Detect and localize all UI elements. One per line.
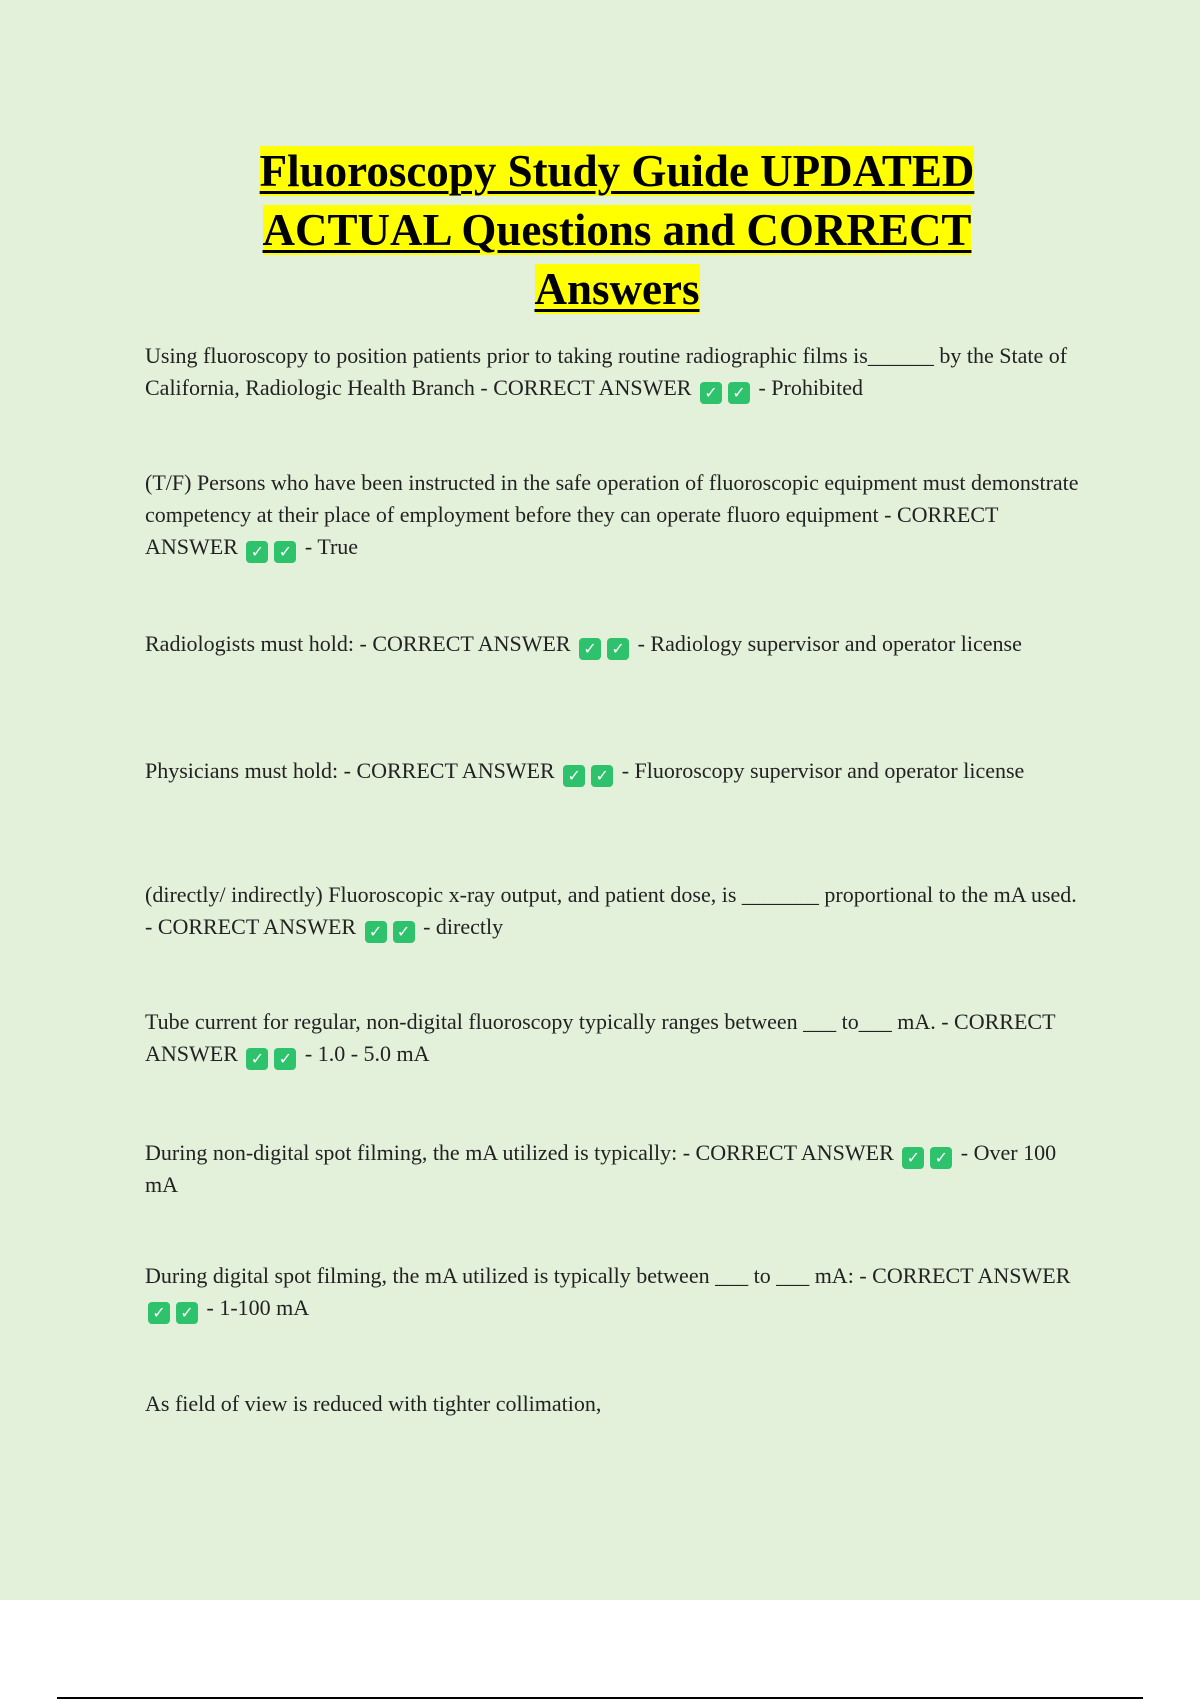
correct-answer-label: - CORRECT ANSWER	[859, 1263, 1071, 1288]
question-text: Physicians must hold:	[145, 758, 339, 783]
qa-item-4	[145, 755, 1085, 787]
check-mark-icon: ✓	[700, 382, 722, 404]
check-mark-icon: ✓	[176, 1302, 198, 1324]
answer-text: - True	[304, 534, 359, 559]
qa-item-8	[145, 1260, 1085, 1324]
question-text: (directly/ indirectly) Fluoroscopic x-ray output, and patient dose, is _______ proportional to the mA used.	[145, 882, 1077, 907]
answer-text: - Prohibited	[758, 375, 863, 400]
answer-text: - Over 100 mA	[145, 1140, 1057, 1197]
correct-answer-label: - CORRECT ANSWER	[343, 758, 555, 783]
qa-item-5	[145, 879, 1085, 943]
document-title	[200, 142, 1034, 319]
qa-item-7	[145, 1137, 1085, 1201]
check-mark-icon: ✓	[274, 1048, 296, 1070]
question-text: Using fluoroscopy to position patients prior to taking routine radiographic films is______ by the State of California, Radiologic Health Branch	[145, 343, 1068, 400]
correct-answer-label: - CORRECT ANSWER	[480, 375, 692, 400]
qa-item-1	[145, 340, 1085, 404]
trailing-text: As field of view is reduced with tighter collimation,	[145, 1391, 602, 1416]
check-mark-icon: ✓	[365, 921, 387, 943]
correct-answer-label: - CORRECT ANSWER	[359, 631, 571, 656]
check-mark-icon: ✓	[563, 765, 585, 787]
correct-answer-label: - CORRECT ANSWER	[145, 502, 999, 559]
check-mark-icon: ✓	[728, 382, 750, 404]
check-mark-icon: ✓	[902, 1147, 924, 1169]
check-mark-icon: ✓	[274, 541, 296, 563]
qa-item-6	[145, 1006, 1085, 1070]
check-mark-icon: ✓	[607, 638, 629, 660]
qa-item-3	[145, 628, 1085, 660]
answer-text: - 1.0 - 5.0 mA	[304, 1041, 430, 1066]
document-title-text: Fluoroscopy Study Guide UPDATED ACTUAL Questions and CORRECT Answers	[259, 146, 975, 314]
check-mark-icon: ✓	[246, 1048, 268, 1070]
question-text: Radiologists must hold:	[145, 631, 355, 656]
check-mark-icon: ✓	[246, 541, 268, 563]
question-text: (T/F) Persons who have been instructed in the safe operation of fluoroscopic equipment must demonstrate competency at their place of employment before they can operate fluoro equipment	[145, 470, 1079, 527]
question-text: During digital spot filming, the mA utilized is typically between ___ to ___ mA:	[145, 1263, 854, 1288]
question-text: Tube current for regular, non-digital fluoroscopy typically ranges between ___ to___ mA.	[145, 1009, 936, 1034]
answer-text: - directly	[423, 914, 504, 939]
check-mark-icon: ✓	[148, 1302, 170, 1324]
correct-answer-label: - CORRECT ANSWER	[145, 914, 357, 939]
check-mark-icon: ✓	[393, 921, 415, 943]
check-mark-icon: ✓	[930, 1147, 952, 1169]
correct-answer-label: - CORRECT ANSWER	[145, 1009, 1056, 1066]
answer-text: - Radiology supervisor and operator license	[637, 631, 1022, 656]
footer-rule	[57, 1697, 1143, 1699]
correct-answer-label: - CORRECT ANSWER	[682, 1140, 894, 1165]
check-mark-icon: ✓	[591, 765, 613, 787]
check-mark-icon: ✓	[579, 638, 601, 660]
question-text: During non-digital spot filming, the mA utilized is typically:	[145, 1140, 678, 1165]
qa-item-2	[145, 467, 1085, 563]
answer-text: - 1-100 mA	[206, 1295, 310, 1320]
answer-text: - Fluoroscopy supervisor and operator license	[621, 758, 1025, 783]
